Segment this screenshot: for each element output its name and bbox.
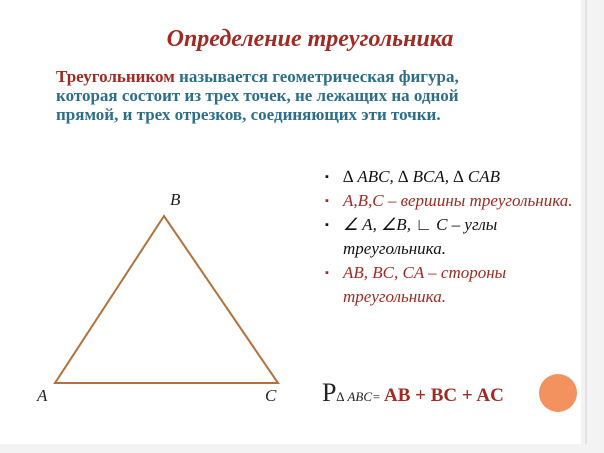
bullet-item-angles <box>325 213 575 261</box>
bullet-text: A,B,C – вершины треугольника. <box>343 191 573 210</box>
vertex-label-b: B <box>170 190 181 209</box>
decorative-circle <box>539 374 577 412</box>
bullet-list <box>325 165 575 309</box>
slide-bottom-border <box>0 444 604 453</box>
perimeter-subscript: ∆ ABC <box>336 389 372 404</box>
bullet-item-vertices <box>325 189 575 213</box>
bullet-item-notation <box>325 165 575 189</box>
perimeter-symbol: P <box>322 378 337 407</box>
square-bullet-icon: ▪ <box>325 219 329 231</box>
bullet-text: AB, BC, CA – стороны треугольника. <box>343 263 507 306</box>
slide-title: Определение треугольника <box>166 26 454 52</box>
definition-text <box>56 67 466 124</box>
square-bullet-icon: ▪ <box>325 195 329 207</box>
vertex-label-c: C <box>265 386 277 405</box>
bullet-item-sides <box>325 261 575 309</box>
square-bullet-icon: ▪ <box>325 171 329 183</box>
definition-term: Треугольником <box>56 67 175 86</box>
bullet-text: ∠ A, ∠B, ∟ C – углы треугольника. <box>343 215 498 258</box>
triangle-diagram <box>0 180 300 400</box>
bullet-text: ∆ ABC, ∆ BCA, ∆ CAB <box>343 167 500 186</box>
vertex-label-a: A <box>37 386 48 405</box>
slide-right-border-line <box>585 0 587 453</box>
square-bullet-icon: ▪ <box>325 267 329 279</box>
definition-body: называется геометрическая фигура, которая состоит из трех точек, не лежащих на одной прямой, и трех отрезков, соединяющих эти точки. <box>56 67 459 124</box>
perimeter-equals: = <box>372 389 385 404</box>
triangle-abc <box>55 216 278 383</box>
perimeter-expression: AB + BC + AC <box>384 385 504 406</box>
perimeter-formula <box>322 378 504 408</box>
